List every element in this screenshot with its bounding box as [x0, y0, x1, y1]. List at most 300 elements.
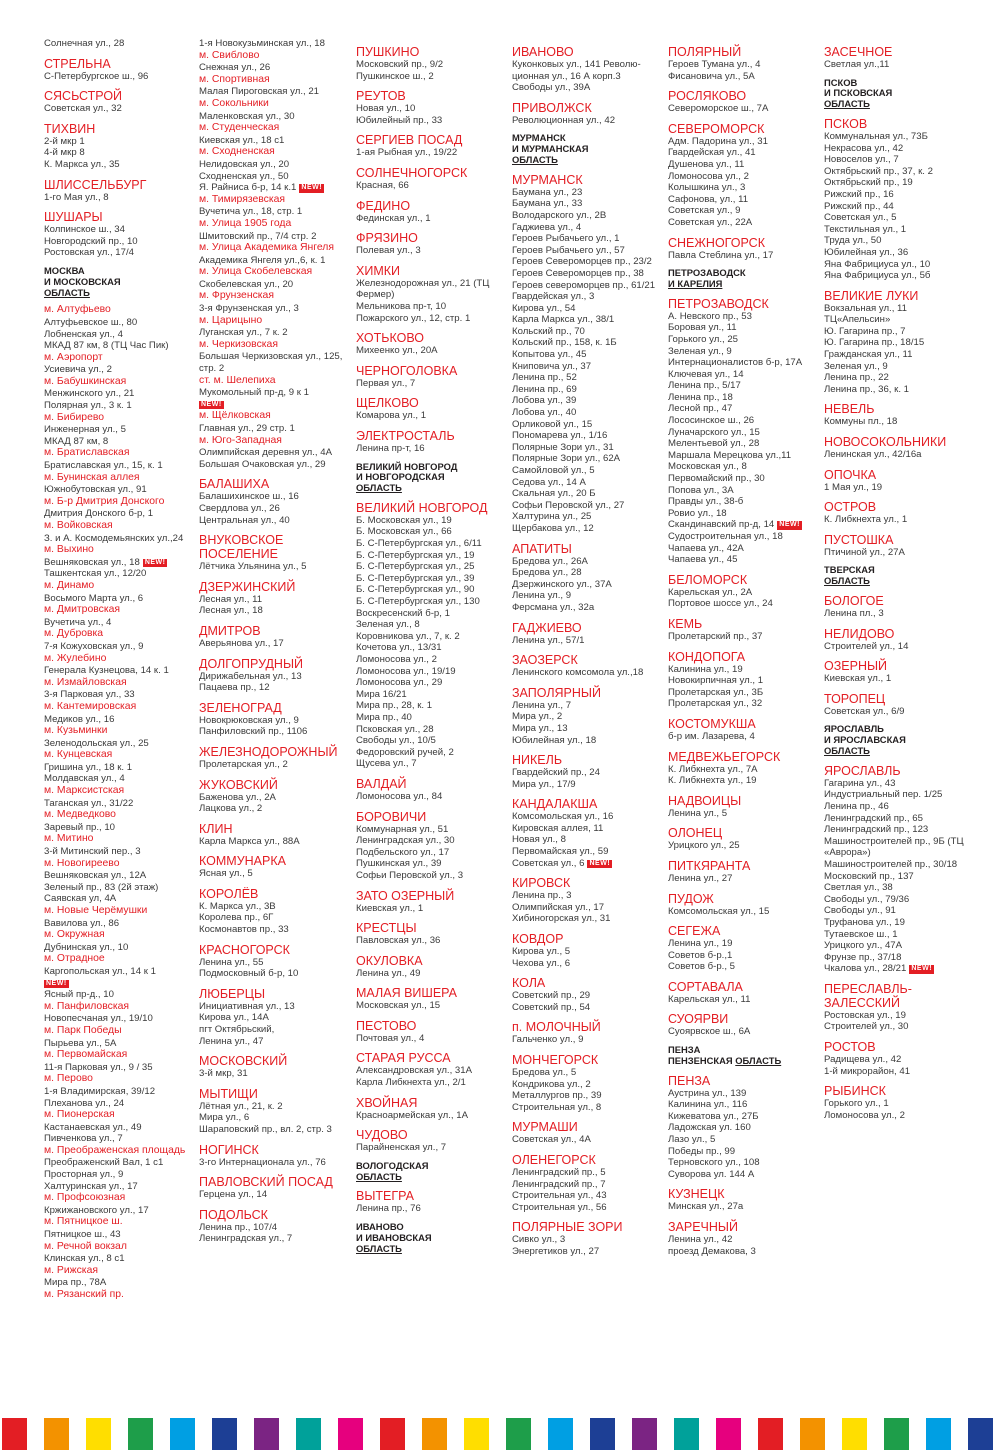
store-address [512, 59, 664, 82]
store-address-text: Мельникова пр-т, 10 [356, 300, 447, 312]
store-address [668, 631, 820, 643]
store-address-text: Ленина пр., 76 [356, 1203, 421, 1215]
store-address-text: Полевая ул., 3 [356, 245, 421, 257]
store-address-text: Кирова ул., 14А [199, 1012, 269, 1024]
store-address-text: Кольский пр., 158, к. 1Б [512, 337, 617, 349]
store-address [512, 667, 664, 679]
metro-station: м. Первомайская [44, 1049, 128, 1061]
region-heading-line [356, 1244, 508, 1255]
region-heading-line [512, 155, 664, 166]
metro-station: м. Выхино [44, 544, 94, 556]
store-address [199, 1222, 351, 1234]
store-address-text: Инициативная ул., 13 [199, 1000, 295, 1012]
store-address-text: Бредова ул., 26А [512, 555, 588, 567]
region-heading [356, 462, 508, 494]
store-address-text: Ростовская ул., 17/4 [44, 247, 134, 259]
store-address-text: Братиславская ул., 15, к. 1 [44, 460, 163, 472]
store-address-text: Академика Янгеля ул.,6, к. 1 [199, 254, 326, 266]
store-address-text: Металлургов пр., 39 [512, 1090, 602, 1102]
store-address [44, 593, 196, 605]
store-address [824, 270, 976, 282]
region-heading [824, 78, 976, 110]
city-name: НОВОСОКОЛЬНИКИ [824, 435, 947, 450]
store-address [512, 314, 664, 326]
store-address [199, 605, 351, 617]
store-address-text: Просторная ул., 9 [44, 1169, 124, 1181]
store-address-text: Баженова ул., 2А [199, 791, 276, 803]
footer-stripe [632, 1418, 657, 1450]
store-address [668, 71, 820, 83]
store-address [668, 415, 820, 427]
store-address [356, 666, 508, 678]
store-address-text: Самойловой ул., 5 [512, 465, 595, 477]
city-name: ШЛИССЕЛЬБУРГ [44, 177, 147, 192]
store-address-text: Коммунарная ул., 51 [356, 823, 449, 835]
store-address [44, 893, 196, 905]
store-address [199, 459, 351, 471]
store-address [824, 326, 976, 338]
city-name: МЕДВЕЖЬЕГОРСК [668, 749, 781, 764]
store-address-text: Вокзальная ул., 11 [824, 302, 908, 314]
store-address-text: Пожарского ул., 12, стр. 1 [356, 312, 471, 324]
store-address-text: 7-я Кожуховская ул., 9 [44, 640, 144, 652]
store-address-text: Скальная ул., 20 Б [512, 488, 596, 500]
store-address [824, 641, 976, 653]
store-address [668, 147, 820, 159]
store-address [512, 384, 664, 396]
city-name: НАДВОИЦЫ [668, 793, 742, 808]
store-address [44, 484, 196, 496]
store-address [44, 1086, 196, 1098]
city-name: НИКЕЛЬ [512, 753, 563, 768]
footer-stripe [506, 1418, 531, 1450]
new-badge: NEW! [201, 400, 222, 408]
store-address [668, 1157, 820, 1169]
store-address-text: Лобова ул., 40 [512, 407, 577, 419]
store-address [824, 917, 976, 929]
store-address-text: Б. С-Петербургская ул., 39 [356, 572, 475, 584]
city-name: ЩЕЛКОВО [356, 396, 419, 411]
store-address [356, 584, 508, 596]
store-address-text: Б. С-Петербургская ул., 130 [356, 596, 480, 608]
store-address [512, 500, 664, 512]
metro-station: м. Студенческая [199, 122, 280, 134]
store-address-text: Героев Североморцев пр., 38 [512, 267, 644, 279]
region-heading-prefix: ПЕНЗЕНСКАЯ [668, 1054, 736, 1066]
store-address [356, 824, 508, 836]
store-address [356, 758, 508, 770]
metro-station: м. Динамо [44, 579, 95, 591]
store-address-text: Космонавтов пр., 33 [199, 924, 289, 936]
store-address [512, 1067, 664, 1079]
store-address [199, 638, 351, 650]
store-address [824, 963, 976, 975]
store-address [199, 682, 351, 694]
new-badge: NEW! [779, 521, 800, 529]
store-address-text: Преображенский Вал, 1 с1 [44, 1157, 164, 1169]
metro-station: м. Митино [44, 833, 94, 845]
store-address-text: Пушкинское ш., 2 [356, 70, 434, 82]
store-address-text: Пономарева ул., 1/16 [512, 430, 608, 442]
store-address-text: Кочетова ул., 13/31 [356, 642, 442, 654]
store-address [512, 1034, 664, 1046]
store-address [512, 902, 664, 914]
store-address-text: Панфиловский пр., 1106 [199, 726, 308, 738]
store-address [824, 384, 976, 396]
store-address-text: Тутаевское ш., 1 [824, 928, 898, 940]
store-address [44, 918, 196, 930]
store-address [44, 822, 196, 834]
store-address-text: 3-й мкр, 31 [199, 1068, 248, 1080]
city-name: КОЛА [512, 976, 546, 991]
store-address [512, 419, 664, 431]
store-address [668, 950, 820, 962]
city-name: ПИТКЯРАНТА [668, 858, 751, 873]
store-address [512, 1134, 664, 1146]
store-address-text: Фисановича ул., 5А [668, 70, 755, 82]
metro-station: м. Фрунзенская [199, 290, 274, 302]
store-address [44, 665, 196, 677]
city-name: ПУДОЖ [668, 891, 714, 906]
store-address [44, 224, 196, 236]
store-address [199, 868, 351, 880]
metro-station: м. Жулебино [44, 652, 107, 664]
store-address-text: Московский пр., 9/2 [356, 59, 444, 70]
store-address [356, 573, 508, 585]
store-address [199, 206, 351, 218]
city-name: ВЕЛИКИЙ НОВГОРОД [356, 500, 488, 515]
region-heading-line: ВОЛОГОДСКАЯ [356, 1159, 429, 1171]
store-address-text: Комсомольская ул., 15 [668, 905, 770, 917]
store-address-text: Победы пр., 99 [668, 1145, 736, 1157]
store-address [824, 940, 976, 952]
store-address-text: Ясная ул., 5 [199, 868, 253, 880]
store-address-text: 1-го Мая ул., 8 [44, 191, 109, 203]
store-address [199, 561, 351, 573]
city-name: ЛЮБЕРЦЫ [199, 986, 266, 1001]
store-address [668, 438, 820, 450]
store-address [668, 1169, 820, 1181]
store-address-text: пгт Октябрьский, [199, 1024, 275, 1036]
store-address [199, 515, 351, 527]
store-address [199, 1068, 351, 1080]
new-badge: NEW! [144, 558, 166, 566]
store-address-text: Софьи Перовской ул., 3 [356, 869, 464, 881]
store-address-text: Южнобутовская ул., 91 [44, 484, 147, 496]
store-address-text: Ферсмана ул., 32а [512, 601, 595, 613]
store-address-text: К. Либкнехта ул., 1 [824, 514, 908, 526]
store-address-text: Киевская ул., 1 [824, 673, 892, 685]
store-address-text: Кольский пр., 70 [512, 325, 585, 337]
store-address-text: Светлая ул.,11 [824, 59, 890, 70]
store-address [668, 587, 820, 599]
region-heading-line: ПЕТРОЗАВОДСК [668, 267, 746, 279]
city-name: КОНДОПОГА [668, 649, 746, 664]
footer-stripe [338, 1418, 363, 1450]
store-address-text: Шмитовский пр., 7/4 стр. 2 [199, 230, 317, 242]
store-address [512, 1090, 664, 1102]
region-heading-line [824, 576, 976, 587]
footer-stripe [884, 1418, 909, 1450]
metro-station: м. Алтуфьево [44, 304, 111, 316]
store-address [512, 268, 664, 280]
city-name: ЗАСЕЧНОЕ [824, 45, 893, 59]
store-address-text: Советская ул., 4А [512, 1134, 591, 1146]
store-address-text: Московский пр., 137 [824, 870, 914, 882]
store-address [824, 952, 976, 964]
store-address [512, 453, 664, 465]
store-address-text: Седова ул., 14 А [512, 476, 586, 488]
store-address [668, 1246, 820, 1258]
store-address [668, 346, 820, 358]
region-heading [824, 565, 976, 587]
store-address [44, 317, 196, 329]
metro-station: м. Преображенская площадь [44, 1144, 186, 1156]
store-address-text: З. и А. Космодемьянских ул.,24 [44, 532, 184, 544]
city-name: ПРИВОЛЖСК [512, 100, 592, 115]
store-address [512, 245, 664, 257]
store-address [512, 1202, 664, 1214]
city-name: ИВАНОВО [512, 45, 574, 59]
store-address [44, 436, 196, 448]
store-address [44, 989, 196, 1001]
region-heading [356, 1161, 508, 1183]
store-address-text: Мира ул., 2 [512, 711, 563, 723]
region-heading [512, 133, 664, 165]
region-heading-line: И ЯРОСЛАВСКАЯ [824, 734, 906, 746]
store-address [44, 798, 196, 810]
footer-stripe [926, 1418, 951, 1450]
store-address-text: Воскресенский б-р, 1 [356, 607, 450, 619]
footer-stripe [44, 1418, 69, 1450]
store-address [668, 808, 820, 820]
store-address-text: Красная, 66 [356, 179, 409, 191]
store-address-text: Ленина пр., 5/17 [668, 380, 741, 392]
store-address-text: Б. С-Петербургская ул., 25 [356, 561, 475, 573]
store-address-text: Ровио ул., 18 [668, 507, 727, 519]
store-address-text: Героев североморцев пр., 61/21 [512, 279, 656, 291]
store-address [512, 735, 664, 747]
store-address-text: Адм. Падорина ул., 31 [668, 135, 768, 147]
store-address [512, 372, 664, 384]
store-address-text: Кижеватова ул., 27Б [668, 1110, 759, 1122]
city-name: СТАРАЯ РУССА [356, 1051, 451, 1066]
store-address-text: Героев Рыбачьего ул., 57 [512, 244, 625, 256]
city-name: СЕГЕЖА [668, 924, 721, 939]
store-address-text: Советская ул., 9 [668, 205, 741, 217]
store-address-text: Портовое шоссе ул., 24 [668, 598, 773, 610]
store-address-text: Ломоносова ул., 2 [824, 1109, 905, 1121]
store-address-text: Ленина пр., 18 [668, 391, 733, 403]
store-address [199, 715, 351, 727]
store-address-text: Интернационалистов б-р, 17А [668, 357, 803, 369]
store-address-text: Судостроительная ул., 18 [668, 531, 783, 542]
region-heading-underlined: ОБЛАСТЬ [824, 575, 870, 587]
store-address-text: Чкалова ул., 28/21 [824, 963, 907, 975]
store-address-text: Кржижановского ул., 17 [44, 1204, 149, 1216]
metro-station: м. Пятницкое ш. [44, 1216, 123, 1228]
footer-stripe [296, 1418, 321, 1450]
store-address [356, 724, 508, 736]
store-address [668, 1234, 820, 1246]
store-address-text: Малая Пироговская ул., 21 [199, 86, 320, 98]
store-address-text: Гвардейская ул., 41 [668, 147, 756, 159]
store-address-text: Полярные Зори ул., 31 [512, 441, 614, 453]
store-address-text: Большая Черкизовская ул., 125, стр. 2 [199, 351, 343, 375]
city-name: БОРОВИЧИ [356, 809, 427, 824]
footer-stripe [86, 1418, 111, 1450]
store-address [44, 1181, 196, 1193]
store-address-text: Яна Фабрициуса ул., 5б [824, 270, 931, 282]
store-address-text: Сходненская ул., 50 [199, 170, 289, 182]
city-name: СОРТАВАЛА [668, 979, 743, 994]
city-name: СЯСЬСТРОЙ [44, 89, 123, 104]
store-address [824, 303, 976, 315]
store-address-text: Ленина ул., 49 [356, 967, 421, 979]
store-address [356, 968, 508, 980]
store-address-text: Ленина пр., 3 [512, 890, 572, 902]
store-address-text: Карла Маркса ул., 38/1 [512, 314, 615, 326]
store-address [44, 617, 196, 629]
store-address [199, 279, 351, 291]
region-heading-line: МУРМАНСК [512, 132, 566, 144]
store-address [512, 256, 664, 268]
store-address [512, 811, 664, 823]
store-address [668, 496, 820, 508]
store-address [512, 198, 664, 210]
store-address-text: А. Невского пр., 53 [668, 310, 752, 322]
store-address [824, 212, 976, 224]
store-address [824, 189, 976, 201]
store-address [824, 482, 976, 494]
store-address [668, 182, 820, 194]
store-address-text: Лацкова ул., 2 [199, 803, 263, 815]
city-name: ЗЕЛЕНОГРАД [199, 700, 282, 715]
store-address-text: Вучетича ул., 4 [44, 616, 112, 628]
region-heading-line: И НОВГОРОДСКАЯ [356, 471, 445, 483]
store-address [356, 619, 508, 631]
metro-station: м. Сокольники [199, 97, 269, 109]
store-address-text: Полярные Зори ул., 62А [512, 453, 621, 465]
region-heading-line [668, 1056, 820, 1067]
store-address-text: Советов б-р., 5 [668, 961, 736, 973]
city-name: ФРЯЗИНО [356, 231, 418, 246]
store-address-text: Зеленая ул., 9 [824, 360, 888, 372]
store-address [356, 677, 508, 689]
store-address-text: Мира пр., 28, к. 1 [356, 700, 433, 712]
store-address [44, 568, 196, 580]
store-address [668, 369, 820, 381]
store-address [199, 503, 351, 515]
store-address-text: Новопесчаная ул., 19/10 [44, 1013, 153, 1025]
store-address-text: Лесной пр., 47 [668, 403, 733, 415]
store-address [824, 929, 976, 941]
store-address [199, 111, 351, 123]
store-address [44, 1157, 196, 1169]
city-name: БАЛАШИХА [199, 477, 270, 492]
store-address [356, 115, 508, 127]
city-name: ХИМКИ [356, 263, 401, 278]
footer-stripe [800, 1418, 825, 1450]
store-address-text: Восьмого Марта ул., 6 [44, 592, 144, 604]
store-address-text: Лесная ул., 11 [199, 593, 263, 605]
store-address [44, 1253, 196, 1265]
store-address [44, 870, 196, 882]
region-heading-line: МОСКВА [44, 264, 85, 276]
city-name: МАЛАЯ ВИШЕРА [356, 986, 458, 1001]
region-heading-underlined: ОБЛАСТЬ [356, 1242, 402, 1254]
store-address [668, 1088, 820, 1100]
footer-stripe [590, 1418, 615, 1450]
store-address-text: Сафонова, ул., 11 [668, 193, 749, 205]
metro-station: м. Улица Академика Янгеля [199, 242, 334, 254]
store-address-text: Чапаева ул., 45 [668, 554, 738, 566]
store-address [512, 442, 664, 454]
store-address-text: Ленина пр., 69 [512, 383, 577, 395]
store-address [199, 957, 351, 969]
store-address [199, 671, 351, 683]
footer-stripe [422, 1418, 447, 1450]
store-address-text: Дзержинского ул., 37А [512, 578, 612, 590]
store-address [512, 990, 664, 1002]
store-address-text: Мира пр., 78А [44, 1277, 107, 1289]
store-address [512, 1179, 664, 1191]
city-name: КОВДОР [512, 932, 564, 947]
region-heading-line [356, 483, 508, 494]
footer-stripe [758, 1418, 783, 1450]
new-badge: NEW! [911, 965, 933, 973]
new-badge-row [199, 399, 351, 411]
store-address [668, 687, 820, 699]
store-address [668, 1122, 820, 1134]
store-address [44, 1122, 196, 1134]
store-address [668, 205, 820, 217]
store-address-text: Комсомольская ул., 16 [512, 811, 614, 823]
store-address-text: Горького ул., 25 [668, 333, 739, 345]
store-address-text: Карельская ул., 11 [668, 993, 751, 1005]
store-address [668, 1146, 820, 1158]
store-address-text: Строителей ул., 14 [824, 640, 909, 652]
store-address-text: Таганская ул., 31/22 [44, 797, 134, 809]
store-address [199, 924, 351, 936]
store-address [668, 250, 820, 262]
store-address-text: Бредова ул., 28 [512, 567, 582, 579]
store-address-text: Олимпийская деревня ул., 4А [199, 447, 332, 459]
store-address-text: Советская ул., 32 [44, 103, 122, 115]
store-address-text: Ленинградский пр., 7 [512, 1178, 606, 1190]
store-address [668, 103, 820, 115]
store-address-text: Кировская аллея, 11 [512, 822, 604, 834]
store-address-text: Солнечная ул., 28 [44, 38, 125, 49]
store-address-text: Менжинского ул., 21 [44, 388, 135, 400]
store-address-text: 4-й мкр 8 [44, 147, 85, 159]
store-address [44, 1038, 196, 1050]
store-address [824, 143, 976, 155]
store-address-text: Терновского ул., 108 [668, 1157, 760, 1169]
store-address-text: Пролетарский пр., 37 [668, 630, 763, 642]
store-address-text: Нелидовская ул., 20 [199, 158, 290, 170]
city-name: СОЛНЕЧНОГОРСК [356, 165, 468, 180]
store-address [44, 340, 196, 352]
store-address [44, 424, 196, 436]
store-address [824, 824, 976, 836]
store-address [824, 1010, 976, 1022]
store-address-text: Строительная ул., 56 [512, 1201, 607, 1213]
store-address-text: Рижский пр., 44 [824, 200, 894, 212]
store-address [44, 103, 196, 115]
store-address [44, 247, 196, 259]
city-name: КУЗНЕЦК [668, 1187, 725, 1202]
